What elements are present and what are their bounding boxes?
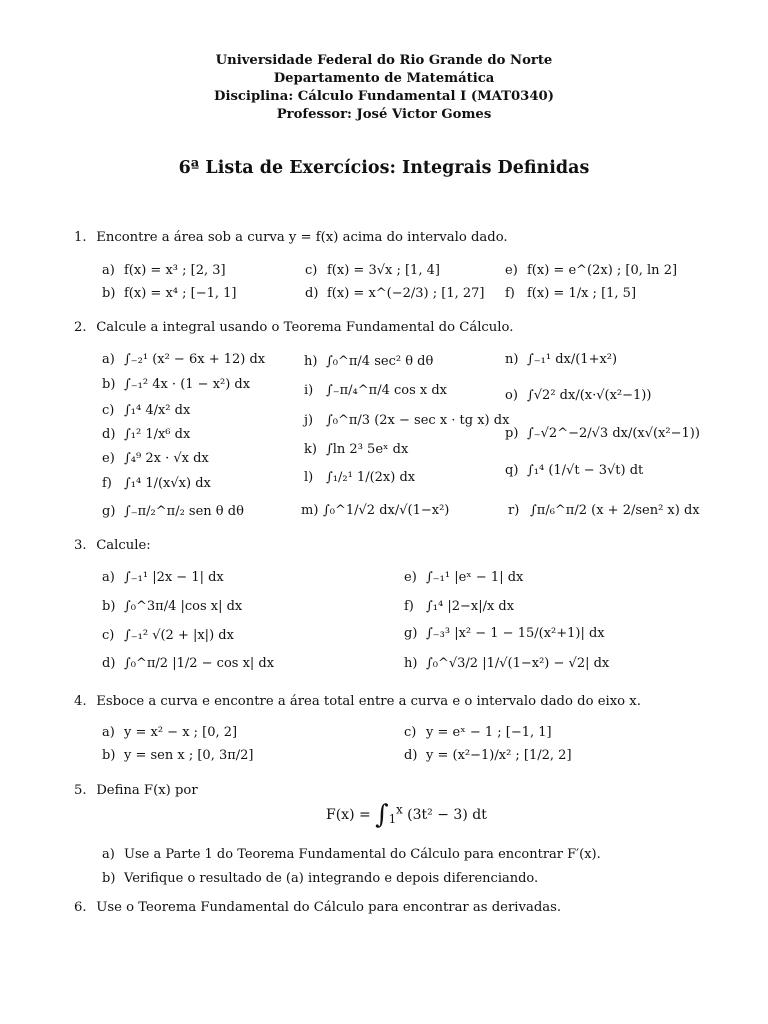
question-3 — [74, 538, 151, 553]
q3-item-h: h) ∫₀^√3/2 |1/√(1−x²) − √2| dx — [404, 656, 610, 671]
q2-item-l: l) ∫₁/₂¹ 1/(2x) dx — [304, 470, 416, 485]
department-name: Departamento de Matemática — [273, 71, 495, 86]
q2-item-o: o) ∫√2² dx/(x·√(x²−1)) — [505, 388, 652, 403]
question-6 — [74, 900, 561, 915]
q2-item-m: m) ∫₀^1/√2 dx/√(1−x²) — [301, 503, 450, 518]
q2-item-f: f) ∫₁⁴ 1/(x√x) dx — [102, 476, 211, 491]
question-text: Encontre a área sob a curva y = f(x) acima do intervalo dado. — [96, 230, 508, 245]
question-number: 3. — [74, 538, 87, 553]
q2-item-a: a) ∫₋₂¹ (x² − 6x + 12) dx — [102, 352, 266, 367]
q2-item-r: r) ∫π/₆^π/2 (x + 2/sen² x) dx — [508, 503, 700, 518]
integral-sign: ∫ — [375, 800, 389, 830]
page-title: 6ª Lista de Exercícios: Integrais Definidas — [178, 158, 590, 178]
q2-item-j: j) ∫₀^π/3 (2x − sec x · tg x) dx — [304, 413, 510, 428]
q4-item-a: a) y = x² − x ; [0, 2] — [102, 725, 238, 740]
q3-item-c: c) ∫₋₁² √(2 + |x|) dx — [102, 628, 234, 643]
q1-item-e: e) f(x) = e^(2x) ; [0, ln 2] — [505, 263, 678, 278]
course-name: Disciplina: Cálculo Fundamental I (MAT0340) — [214, 89, 554, 104]
question-1 — [74, 230, 508, 245]
q5-item-a: a) Use a Parte 1 do Teorema Fundamental do Cálculo para encontrar F′(x). — [102, 847, 601, 862]
question-text: Calcule: — [96, 538, 151, 553]
question-text: Use o Teorema Fundamental do Cálculo para encontrar as derivadas. — [96, 900, 562, 915]
university-name: Universidade Federal do Rio Grande do Norte — [215, 53, 553, 68]
q2-item-e: e) ∫₄⁹ 2x · √x dx — [102, 451, 209, 466]
question-number: 4. — [74, 694, 87, 709]
question-2 — [74, 320, 513, 335]
q3-item-d: d) ∫₀^π/2 |1/2 − cos x| dx — [102, 656, 275, 671]
formula-rhs: (3t² − 3) dt — [407, 807, 487, 823]
q2-item-n: n) ∫₋₁¹ dx/(1+x²) — [505, 352, 618, 367]
q4-item-b: b) y = sen x ; [0, 3π/2] — [102, 748, 254, 763]
q3-item-f: f) ∫₁⁴ |2−x|/x dx — [404, 599, 515, 614]
q4-item-c: c) y = eˣ − 1 ; [−1, 1] — [404, 725, 552, 740]
question-number: 2. — [74, 320, 87, 335]
q2-item-c: c) ∫₁⁴ 4/x² dx — [102, 403, 191, 418]
q2-item-h: h) ∫₀^π/4 sec² θ dθ — [304, 354, 434, 369]
q2-item-d: d) ∫₁² 1/x⁶ dx — [102, 427, 191, 442]
professor-name: Professor: José Victor Gomes — [276, 107, 492, 122]
q1-item-d: d) f(x) = x^(−2/3) ; [1, 27] — [305, 286, 485, 301]
formula-lower-limit: 1 — [388, 811, 397, 826]
q4-item-d: d) y = (x²−1)/x² ; [1/2, 2] — [404, 748, 572, 763]
question-text: Defina F(x) por — [96, 783, 198, 798]
q1-item-a: a) f(x) = x³ ; [2, 3] — [102, 263, 226, 278]
question-number: 1. — [74, 230, 87, 245]
question-text: Esboce a curva e encontre a área total entre a curva e o intervalo dado do eixo x. — [96, 694, 641, 709]
document-header — [0, 52, 768, 124]
q2-item-p: p) ∫₋√2^−2/√3 dx/(x√(x²−1)) — [505, 426, 700, 441]
question-text: Calcule a integral usando o Teorema Fundamental do Cálculo. — [96, 320, 514, 335]
formula-upper-limit: x — [396, 802, 403, 817]
question-number: 6. — [74, 900, 87, 915]
question-4 — [74, 694, 641, 709]
q3-item-g: g) ∫₋₃³ |x² − 1 − 15/(x²+1)| dx — [404, 626, 605, 641]
q2-item-b: b) ∫₋₁² 4x · (1 − x²) dx — [102, 377, 251, 392]
q1-item-c: c) f(x) = 3√x ; [1, 4] — [305, 263, 440, 278]
formula-lhs: F(x) = — [326, 807, 371, 823]
question-5 — [74, 783, 198, 798]
q3-item-e: e) ∫₋₁¹ |eˣ − 1| dx — [404, 570, 524, 585]
q1-item-b: b) f(x) = x⁴ ; [−1, 1] — [102, 286, 237, 301]
q2-item-i: i) ∫₋π/₄^π/4 cos x dx — [304, 383, 448, 398]
definition-formula — [326, 800, 487, 830]
q2-item-q: q) ∫₁⁴ (1/√t − 3√t) dt — [505, 463, 644, 478]
q2-item-g: g) ∫₋π/₂^π/₂ sen θ dθ — [102, 504, 244, 519]
q2-item-k: k) ∫ln 2³ 5eˣ dx — [304, 442, 409, 457]
q3-item-b: b) ∫₀^3π/4 |cos x| dx — [102, 599, 243, 614]
q3-item-a: a) ∫₋₁¹ |2x − 1| dx — [102, 570, 224, 585]
question-number: 5. — [74, 783, 87, 798]
q1-item-f: f) f(x) = 1/x ; [1, 5] — [505, 286, 637, 301]
q5-item-b: b) Verifique o resultado de (a) integrando e depois diferenciando. — [102, 871, 539, 886]
